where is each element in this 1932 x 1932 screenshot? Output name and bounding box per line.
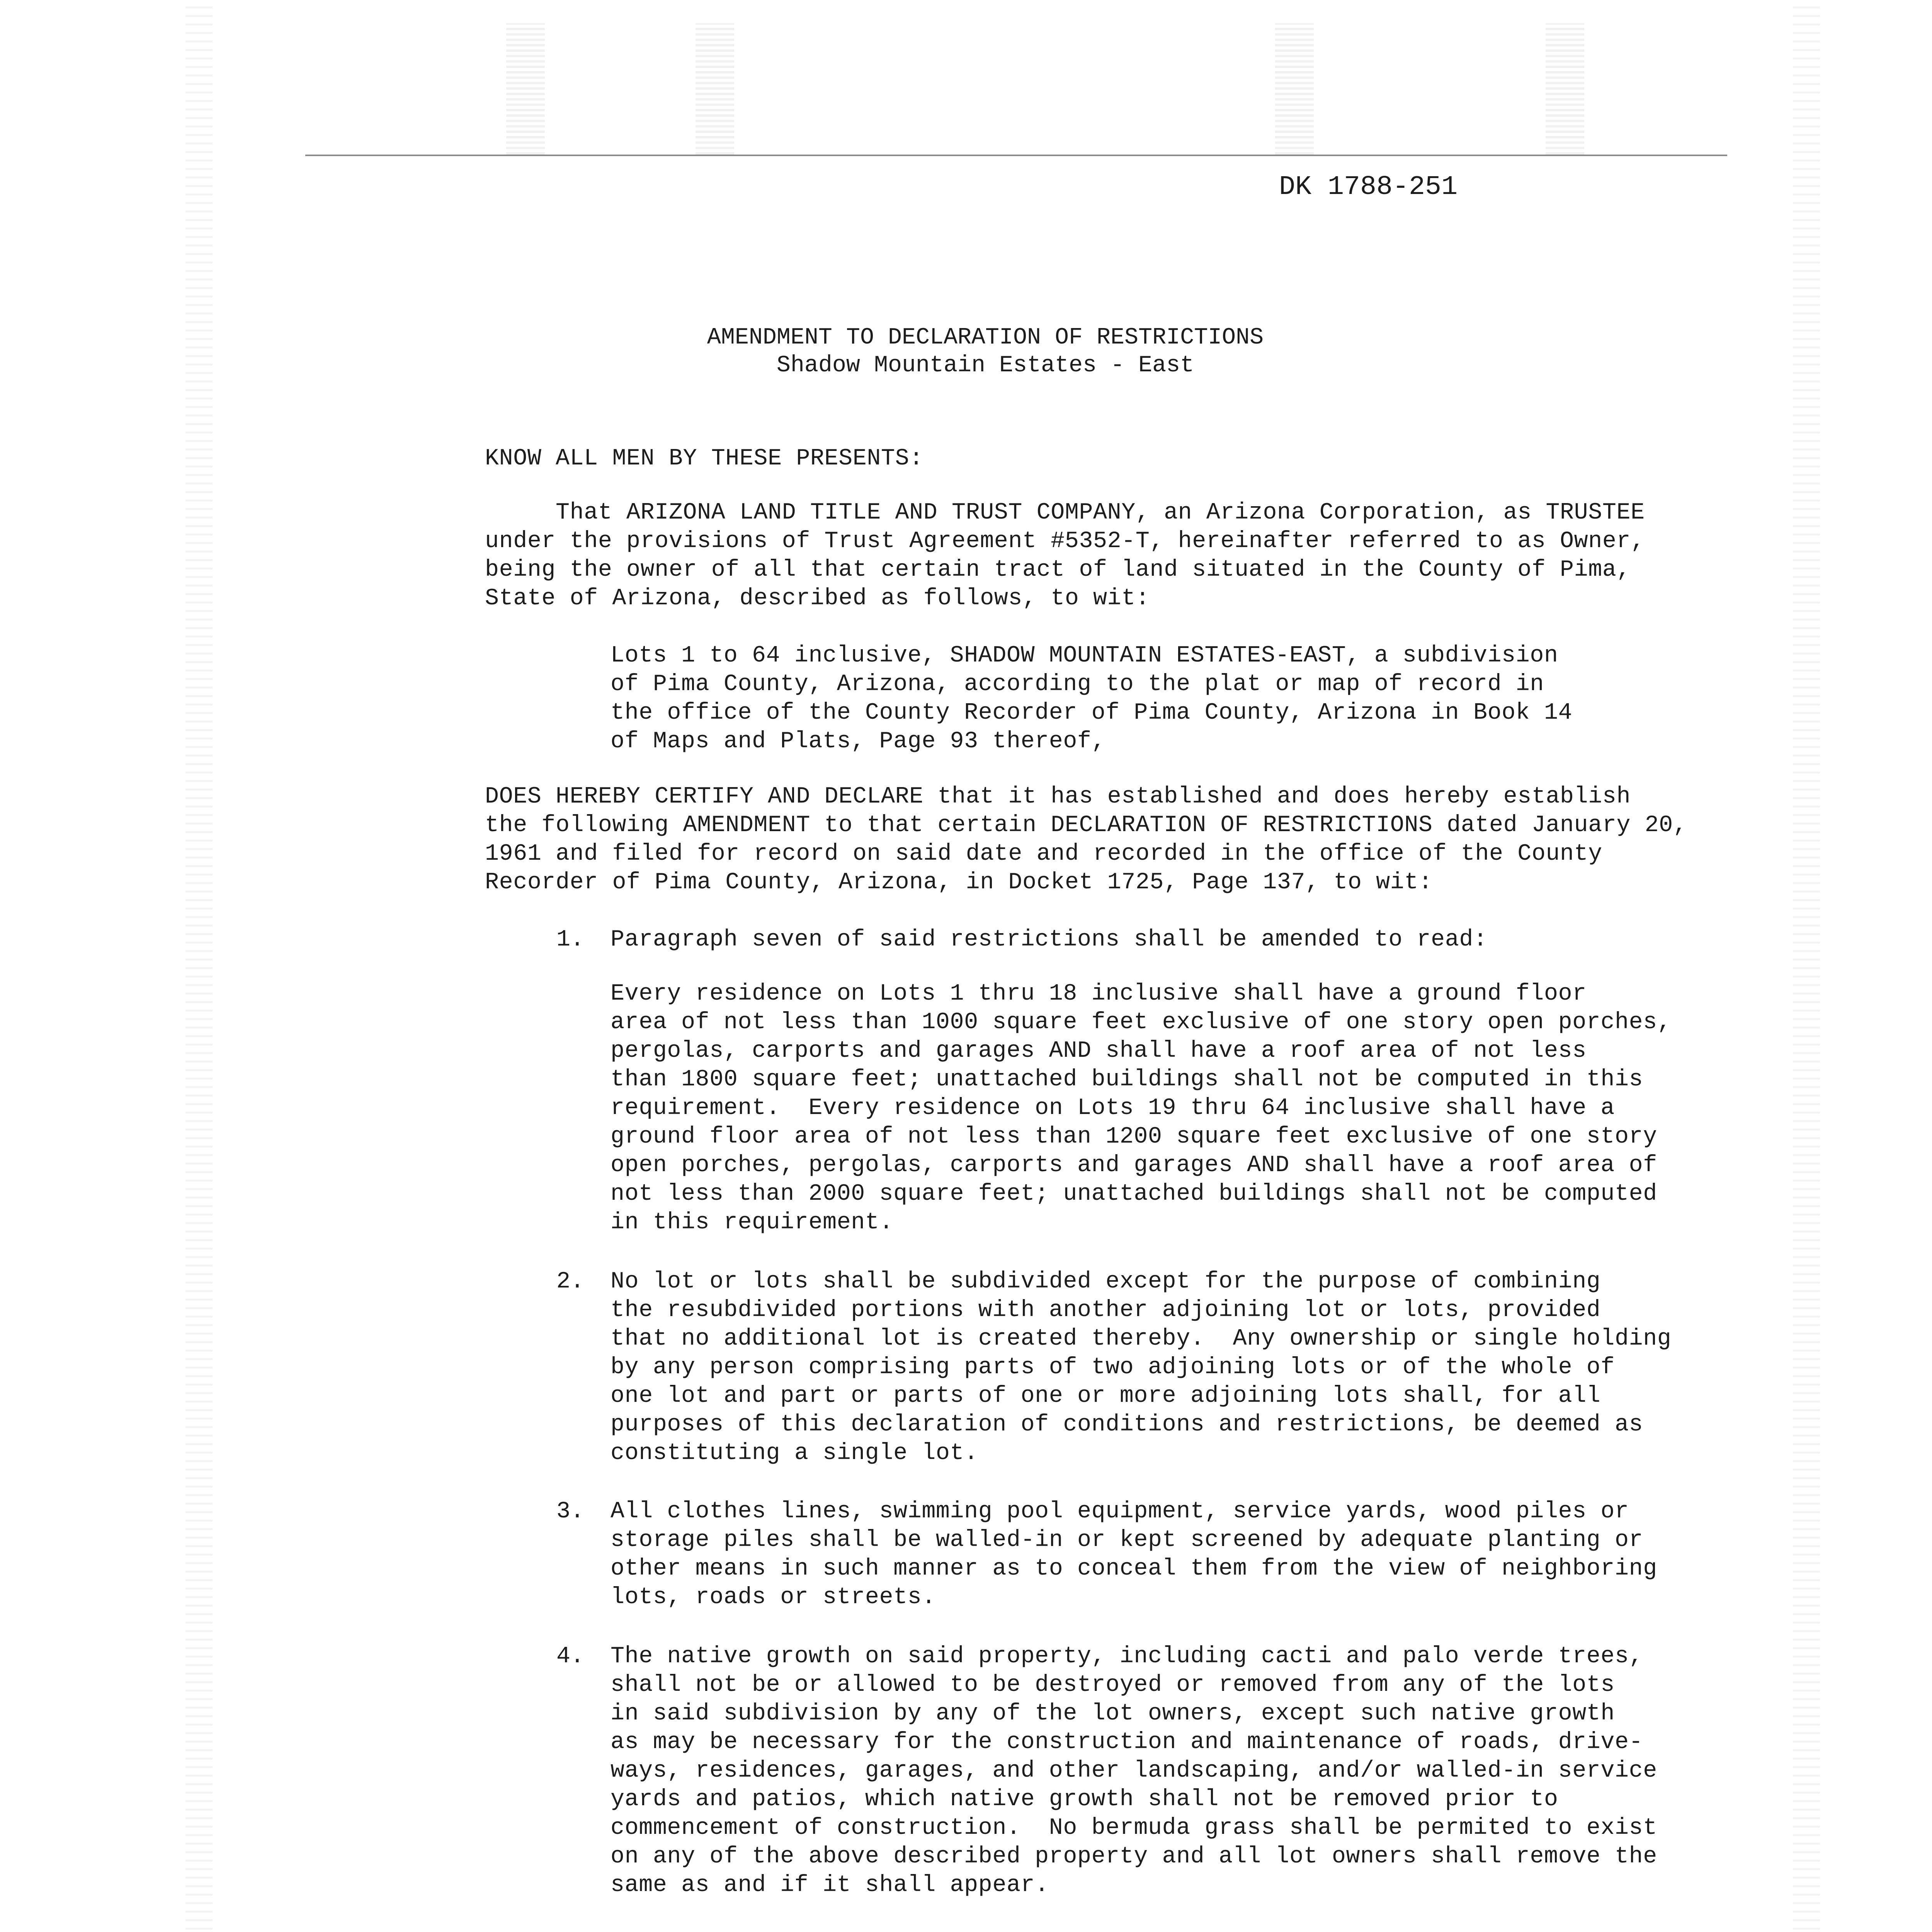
item-line: shall not be or allowed to be destroyed or removed from any of the lots <box>611 1672 1615 1698</box>
item-sub-line: Every residence on Lots 1 thru 18 inclusive shall have a ground floor <box>611 981 1587 1007</box>
item-line: commencement of construction. No bermuda grass shall be permited to exist <box>611 1815 1657 1841</box>
item-sub-line: not less than 2000 square feet; unattached buildings shall not be computed <box>611 1181 1657 1207</box>
item-sub-line: open porches, pergolas, carports and garages AND shall have a roof area of <box>611 1152 1657 1179</box>
item-line: constituting a single lot. <box>611 1440 978 1466</box>
item-line: one lot and part or parts of one or more adjoining lots shall, for all <box>611 1383 1601 1409</box>
item-line: Paragraph seven of said restrictions shall be amended to read: <box>611 927 1488 953</box>
item-sub-line: area of not less than 1000 square feet exclusive of one story open porches, <box>611 1009 1672 1036</box>
scan-smudge <box>506 23 545 155</box>
item-line: that no additional lot is created thereby. Any ownership or single holding <box>611 1326 1672 1352</box>
docket-number: DK 1788-251 <box>1279 172 1458 202</box>
intro-line: That ARIZONA LAND TITLE AND TRUST COMPANY, an Arizona Corporation, as TRUSTEE <box>485 500 1645 526</box>
item-line: All clothes lines, swimming pool equipment, service yards, wood piles or <box>611 1498 1629 1525</box>
legal-line: the office of the County Recorder of Pima County, Arizona in Book 14 <box>611 700 1573 726</box>
scan-smudge <box>1275 23 1314 155</box>
legal-line: of Maps and Plats, Page 93 thereof, <box>611 728 1106 755</box>
item-line: purposes of this declaration of conditions and restrictions, be deemed as <box>611 1412 1643 1438</box>
item-line: the resubdivided portions with another adjoining lot or lots, provided <box>611 1297 1601 1323</box>
declaration-line: 1961 and filed for record on said date and recorded in the office of the County <box>485 841 1602 867</box>
intro-line: being the owner of all that certain tract of land situated in the County of Pima, <box>485 557 1631 583</box>
document-title: AMENDMENT TO DECLARATION OF RESTRICTIONS <box>707 325 1264 351</box>
item-number: 2. <box>556 1269 585 1295</box>
item-sub-line: ground floor area of not less than 1200 square feet exclusive of one story <box>611 1124 1657 1150</box>
intro-line: State of Arizona, described as follows, to wit: <box>485 585 1150 612</box>
item-line: on any of the above described property and all lot owners shall remove the <box>611 1844 1657 1870</box>
item-sub-line: than 1800 square feet; unattached buildings shall not be computed in this <box>611 1066 1643 1093</box>
item-line: The native growth on said property, including cacti and palo verde trees, <box>611 1643 1643 1670</box>
item-line: yards and patios, which native growth shall not be removed prior to <box>611 1786 1558 1813</box>
item-number: 1. <box>556 927 585 953</box>
item-line: as may be necessary for the construction and maintenance of roads, drive- <box>611 1729 1643 1755</box>
declaration-line: the following AMENDMENT to that certain DECLARATION OF RESTRICTIONS dated January 20, <box>485 812 1687 838</box>
item-sub-line: in this requirement. <box>611 1209 894 1236</box>
item-line: ways, residences, garages, and other landscaping, and/or walled-in service <box>611 1758 1657 1784</box>
item-sub-line: pergolas, carports and garages AND shall have a roof area of not less <box>611 1038 1587 1064</box>
scan-edge-left <box>185 0 213 1932</box>
item-line: lots, roads or streets. <box>611 1584 936 1611</box>
legal-line: of Pima County, Arizona, according to the plat or map of record in <box>611 671 1544 697</box>
scan-edge-right <box>1793 0 1820 1932</box>
item-line: No lot or lots shall be subdivided except for the purpose of combining <box>611 1269 1601 1295</box>
item-line: same as and if it shall appear. <box>611 1872 1049 1898</box>
item-number: 4. <box>556 1643 585 1670</box>
item-sub-line: requirement. Every residence on Lots 19 thru 64 inclusive shall have a <box>611 1095 1615 1121</box>
item-line: in said subdivision by any of the lot owners, except such native growth <box>611 1701 1615 1727</box>
item-line: by any person comprising parts of two adjoining lots or of the whole of <box>611 1354 1615 1381</box>
scan-smudge <box>696 23 734 155</box>
legal-line: Lots 1 to 64 inclusive, SHADOW MOUNTAIN ESTATES-EAST, a subdivision <box>611 643 1558 669</box>
item-line: storage piles shall be walled-in or kept screened by adequate planting or <box>611 1527 1643 1553</box>
item-line: other means in such manner as to conceal them from the view of neighboring <box>611 1556 1657 1582</box>
item-number: 3. <box>556 1498 585 1525</box>
scan-smudge <box>1546 23 1584 155</box>
document-subtitle: Shadow Mountain Estates - East <box>776 352 1194 379</box>
declaration-line: DOES HEREBY CERTIFY AND DECLARE that it has established and does hereby establish <box>485 784 1631 810</box>
scan-top-line <box>305 155 1727 156</box>
declaration-line: Recorder of Pima County, Arizona, in Docket 1725, Page 137, to wit: <box>485 869 1433 896</box>
intro-line: under the provisions of Trust Agreement #5352-T, hereinafter referred to as Owner, <box>485 528 1645 554</box>
salutation: KNOW ALL MEN BY THESE PRESENTS: <box>485 446 923 472</box>
